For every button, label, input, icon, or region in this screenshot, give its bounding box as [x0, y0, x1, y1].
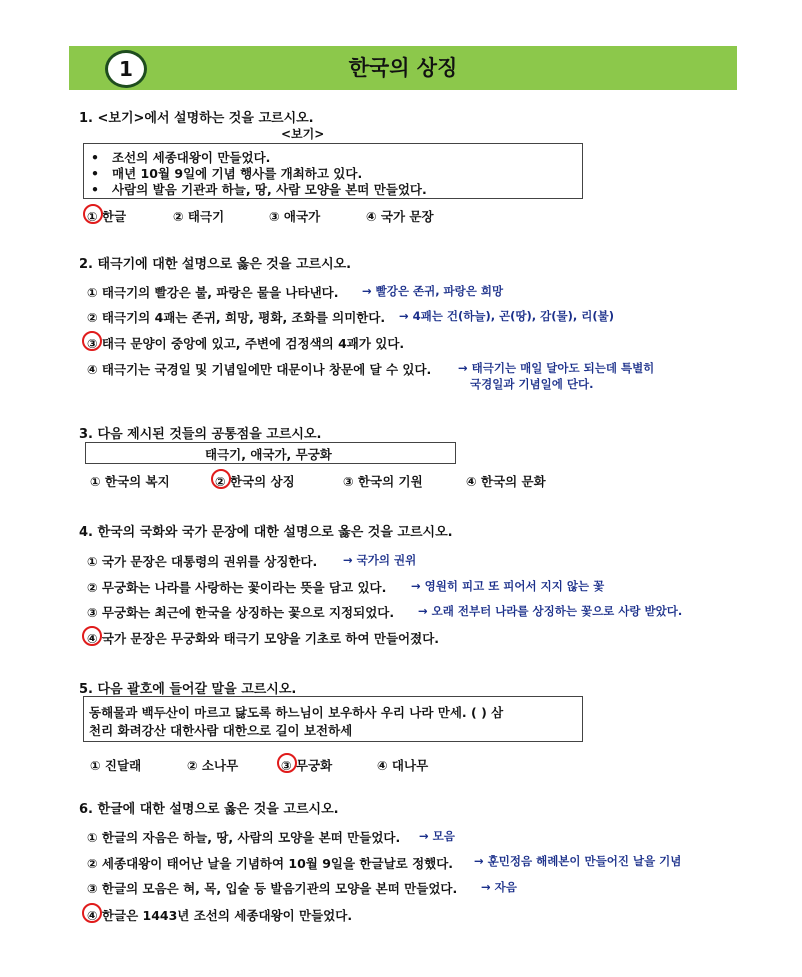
bullet-item: • 조선의 세종대왕이 만들었다.	[91, 150, 271, 165]
page-title: 한국의 상징	[348, 56, 458, 80]
option-2[interactable]: ② 태극기	[173, 209, 225, 224]
option-4[interactable]: ④ 대나무	[377, 758, 429, 773]
question-4: 4. 한국의 국화와 국가 문장에 대한 설명으로 옳은 것을 고르시오.	[79, 525, 453, 540]
option-3[interactable]: ③ 무궁화는 최근에 한국을 상징하는 꽃으로 지정되었다.	[87, 605, 395, 620]
explanation-note: → 국가의 권위	[343, 553, 417, 567]
option-3[interactable]: ③ 한국의 기원	[343, 474, 423, 489]
option-4[interactable]: ④ 국가 문장은 무궁화와 태극기 모양을 기초로 하여 만들어졌다.	[87, 631, 440, 646]
section-number: 1	[105, 50, 147, 88]
answer-circle	[82, 626, 102, 646]
answer-circle	[277, 753, 297, 773]
option-4[interactable]: ④ 국가 문장	[366, 209, 434, 224]
option-1[interactable]: ① 한국의 복지	[90, 474, 170, 489]
question-5: 5. 다음 괄호에 들어갈 말을 고르시오.	[79, 682, 297, 697]
answer-circle	[211, 469, 231, 489]
answer-circle	[83, 204, 103, 224]
option-1[interactable]: ① 한글의 자음은 하늘, 땅, 사람의 모양을 본떠 만들었다.	[87, 830, 401, 845]
option-4[interactable]: ④ 태극기는 국경일 및 기념일에만 대문이나 창문에 달 수 있다.	[87, 362, 432, 377]
given-items-text: 태극기, 애국가, 무궁화	[205, 447, 332, 462]
example-box-label: <보기>	[281, 127, 325, 141]
bullet-item: • 매년 10월 9일에 기념 행사를 개최하고 있다.	[91, 166, 363, 181]
option-2[interactable]: ② 소나무	[187, 758, 239, 773]
option-4[interactable]: ④ 한국의 문화	[466, 474, 546, 489]
option-1[interactable]: ① 국가 문장은 대통령의 권위를 상징한다.	[87, 554, 318, 569]
answer-circle	[82, 331, 102, 351]
explanation-note: → 오래 전부터 나라를 상징하는 꽃으로 사랑 받았다.	[418, 604, 683, 618]
option-3[interactable]: ③ 한글의 모음은 혀, 목, 입술 등 발음기관의 모양을 본떠 만들었다.	[87, 881, 458, 896]
option-1[interactable]: ① 한글	[87, 209, 127, 224]
question-6: 6. 한글에 대한 설명으로 옳은 것을 고르시오.	[79, 802, 339, 817]
question-1: 1. <보기>에서 설명하는 것을 고르시오.	[79, 111, 314, 126]
option-2[interactable]: ② 무궁화는 나라를 사랑하는 꽃이라는 뜻을 담고 있다.	[87, 580, 387, 595]
bullet-item: • 사람의 발음 기관과 하늘, 땅, 사람 모양을 본떠 만들었다.	[91, 182, 427, 197]
explanation-note: → 모음	[419, 829, 455, 843]
option-3[interactable]: ③ 무궁화	[281, 758, 333, 773]
answer-circle	[82, 903, 102, 923]
explanation-note: → 태극기는 매일 달아도 되는데 특별히	[458, 361, 655, 375]
explanation-note: → 4괘는 건(하늘), 곤(땅), 감(물), 리(불)	[399, 309, 615, 323]
explanation-note: → 자음	[481, 880, 517, 894]
explanation-note: → 훈민정음 해례본이 만들어진 날을 기념	[474, 854, 682, 868]
option-2[interactable]: ② 태극기의 4괘는 존귀, 희망, 평화, 조화를 의미한다.	[87, 310, 386, 325]
question-3: 3. 다음 제시된 것들의 공통점을 고르시오.	[79, 427, 322, 442]
option-1[interactable]: ① 태극기의 빨강은 불, 파랑은 물을 나타낸다.	[87, 285, 339, 300]
title-banner	[69, 46, 737, 90]
option-2[interactable]: ② 한국의 상징	[215, 474, 295, 489]
option-4[interactable]: ④ 한글은 1443년 조선의 세종대왕이 만들었다.	[87, 908, 353, 923]
option-3[interactable]: ③ 애국가	[269, 209, 321, 224]
option-3[interactable]: ③ 태극 문양이 중앙에 있고, 주변에 검정색의 4괘가 있다.	[87, 336, 405, 351]
explanation-note: → 영원히 피고 또 피어서 지지 않는 꽃	[411, 579, 605, 593]
explanation-note: 국경일과 기념일에 단다.	[470, 377, 594, 391]
explanation-note: → 빨강은 존귀, 파랑은 희망	[362, 284, 504, 298]
lyrics-line: 천리 화려강산 대한사람 대한으로 길이 보전하세	[89, 723, 353, 738]
lyrics-line: 동해물과 백두산이 마르고 닳도록 하느님이 보우하사 우리 나라 만세. ( ) 삼	[89, 705, 504, 720]
question-2: 2. 태극기에 대한 설명으로 옳은 것을 고르시오.	[79, 257, 352, 272]
option-2[interactable]: ② 세종대왕이 태어난 날을 기념하여 10월 9일을 한글날로 정했다.	[87, 856, 454, 871]
option-1[interactable]: ① 진달래	[90, 758, 142, 773]
